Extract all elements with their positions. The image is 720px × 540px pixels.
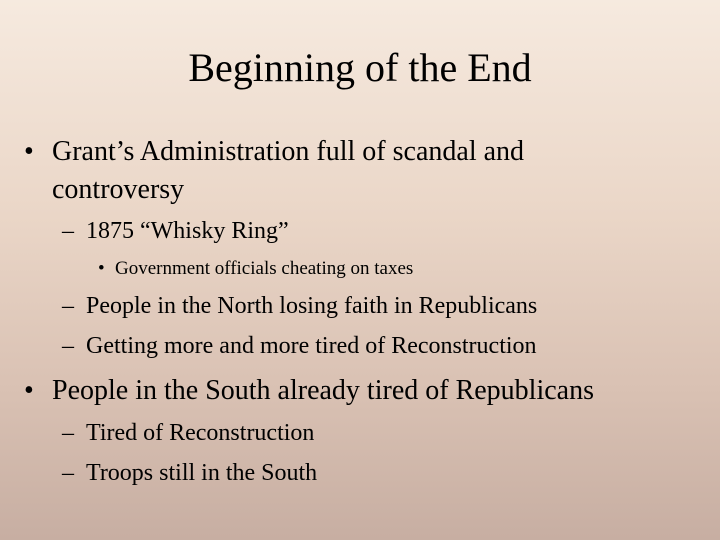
bullet-dot-icon: • bbox=[98, 258, 105, 279]
bullet-text: 1875 “Whisky Ring” bbox=[86, 218, 289, 244]
dash-icon: – bbox=[62, 218, 74, 244]
bullet-dot-icon: • bbox=[24, 136, 34, 167]
bullet-dot-icon: • bbox=[24, 375, 34, 406]
dash-icon: – bbox=[62, 333, 74, 359]
bullet-text: Government officials cheating on taxes bbox=[115, 258, 414, 279]
bullet-text: People in the South already tired of Republicans bbox=[52, 375, 594, 406]
dash-icon: – bbox=[62, 460, 74, 486]
bullet-text: Tired of Reconstruction bbox=[86, 420, 315, 446]
dash-icon: – bbox=[62, 293, 74, 319]
bullet-text: Troops still in the South bbox=[86, 460, 318, 486]
bullet-text: Getting more and more tired of Reconstruction bbox=[86, 333, 537, 359]
slide-title: Beginning of the End bbox=[188, 45, 532, 90]
dash-icon: – bbox=[62, 420, 74, 446]
bullet-text: Grant’s Administration full of scandal and controversy bbox=[52, 136, 525, 205]
bullet-text: People in the North losing faith in Republicans bbox=[86, 293, 538, 319]
